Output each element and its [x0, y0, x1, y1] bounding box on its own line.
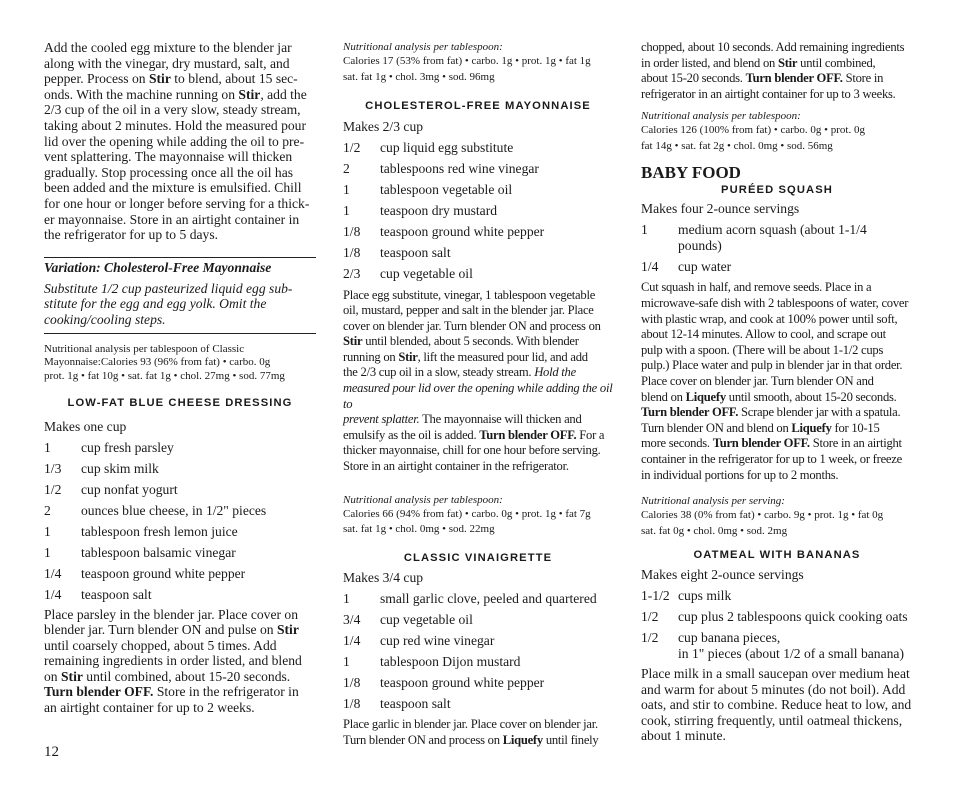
recipe-title-pureed-squash: PURÉED SQUASH — [721, 184, 833, 197]
ingredient-item — [343, 612, 613, 628]
text-line: been added and the mixture is emulsified. Chill — [44, 180, 302, 196]
ingredient-quantity: 1-1/2 — [641, 588, 670, 604]
ingredient-item — [343, 140, 613, 156]
text-line: measured pour lid over the opening while adding the oil to — [343, 381, 613, 411]
ingredient-item — [343, 224, 613, 240]
text-line: pepper. Process on Stir to blend, about 15 sec- — [44, 71, 298, 87]
nutrition-info — [641, 508, 913, 539]
nutrition-info — [343, 54, 613, 85]
ingredient-quantity: 1/2 — [343, 140, 361, 155]
mayonnaise-directions — [44, 40, 316, 243]
ingredient-item — [641, 609, 913, 625]
nutrition-info — [343, 507, 613, 538]
text-line: er mayonnaise. Store in an airtight container in — [44, 211, 300, 227]
ingredient-text: cup red wine vinegar — [380, 632, 495, 648]
text-line: blend on Liquefy until smooth, about 15-20 seconds. — [641, 389, 897, 404]
text-line: about 1 minute. — [641, 728, 726, 744]
text-line: Mayonnaise:Calories 93 (96% from fat) • carbo. 0g — [44, 356, 271, 368]
ingredient-quantity: 1 — [343, 590, 350, 606]
page-number: 12 — [44, 744, 59, 760]
recipe-yield: Makes four 2-ounce servings — [641, 201, 800, 217]
ingredient-text: teaspoon salt — [81, 587, 152, 602]
ingredient-item — [44, 461, 316, 477]
text-line: Calories 66 (94% from fat) • carbo. 0g • prot. 1g • fat 7g — [343, 507, 591, 520]
nutrition-label: Nutritional analysis per tablespoon: — [343, 493, 503, 506]
ingredient-quantity: 1/4 — [44, 566, 62, 581]
ingredient-item — [44, 587, 316, 603]
text-line: Add the cooled egg mixture to the blender jar — [44, 40, 292, 55]
text-line: Calories 17 (53% from fat) • carbo. 1g • prot. 1g • fat 1g — [343, 55, 591, 67]
text-line: cooking/cooling steps. — [44, 311, 166, 327]
ingredient-quantity: 1/8 — [343, 674, 361, 690]
ingredient-item — [343, 245, 613, 261]
column-1 — [44, 40, 316, 716]
ingredient-text: ounces blue cheese, in 1/2" pieces — [81, 503, 267, 518]
text-line: Calories 38 (0% from fat) • carbo. 9g • prot. 1g • fat 0g — [641, 509, 884, 522]
text-line: Place parsley in the blender jar. Place cover on — [44, 606, 299, 622]
text-line: Stir until blended, about 5 seconds. With blender — [343, 334, 579, 349]
text-line: emulsify as the oil is added. Turn blender OFF. For a — [343, 427, 605, 442]
ingredient-text: teaspoon ground white pepper — [81, 566, 246, 581]
ingredient-quantity: 1/2 — [641, 630, 659, 646]
text-line: oil, mustard, pepper and salt in the blender jar. Place — [343, 303, 594, 318]
text-line: Nutritional analysis per tablespoon of Classic — [44, 342, 245, 355]
ingredient-text: cup liquid egg substitute — [380, 140, 514, 155]
text-line: container in the refrigerator for up to 1 week, or freeze — [641, 451, 902, 466]
ingredient-quantity: 1 — [44, 545, 51, 560]
ingredient-text: small garlic clove, peeled and quartered — [380, 590, 597, 606]
text-line: Place egg substitute, vinegar, 1 tablespoon vegetable — [343, 287, 596, 302]
recipe-title-cholesterol-free-mayonnaise: CHOLESTEROL-FREE MAYONNAISE — [365, 100, 591, 112]
ingredient-text: cup plus 2 tablespoons quick cooking oats — [678, 609, 908, 625]
ingredient-quantity: 1/8 — [343, 695, 361, 711]
recipe-title-classic-vinaigrette: CLASSIC VINAIGRETTE — [403, 551, 553, 564]
ingredient-text: tablespoons red wine vinegar — [380, 161, 539, 176]
ingredient-quantity: 1 — [343, 182, 350, 197]
ingredient-item — [343, 266, 613, 282]
text-line: along with the vinegar, dry mustard, salt, and — [44, 55, 290, 71]
recipe-yield: Makes eight 2-ounce servings — [641, 567, 804, 583]
ingredient-item — [343, 696, 613, 712]
ingredient-text: teaspoon salt — [380, 245, 451, 260]
nutrition-label: Nutritional analysis per tablespoon: — [343, 41, 503, 53]
text-line: in order listed, and blend on Stir until combined, — [641, 55, 876, 70]
vinaigrette-directions-continued — [641, 40, 913, 102]
text-line: Place garlic in blender jar. Place cover on blender jar. — [343, 717, 598, 732]
ingredient-text: medium acorn squash (about 1-1/4 pounds) — [678, 222, 867, 253]
ingredient-item — [641, 259, 913, 275]
text-line: about 15-20 seconds. Turn blender OFF. Store in — [641, 71, 884, 86]
text-line: blender jar. Turn blender ON and pulse on Stir — [44, 622, 299, 638]
variation-title: Variation: Cholesterol-Free Mayonnaise — [44, 259, 272, 275]
ingredient-item — [343, 654, 613, 670]
ingredient-list — [641, 222, 913, 274]
text-line: onds. With the machine running on Stir, add the — [44, 86, 307, 102]
ingredient-item — [343, 591, 613, 607]
ingredient-text: cup nonfat yogurt — [81, 482, 178, 497]
ingredient-text: cup water — [678, 258, 732, 274]
ingredient-item — [343, 203, 613, 219]
text-line: Store in an airtight container in the refrigerator. — [343, 459, 569, 474]
text-line: remaining ingredients in order listed, and blend — [44, 653, 302, 669]
text-line: Substitute 1/2 cup pasteurized liquid egg sub- — [44, 280, 293, 296]
ingredient-quantity: 1/2 — [44, 482, 62, 497]
text-line: Turn blender OFF. Store in the refrigerator in — [44, 684, 299, 700]
text-line: more seconds. Turn blender OFF. Store in an airtight — [641, 436, 902, 451]
ingredient-quantity: 1/4 — [641, 258, 659, 274]
ingredient-quantity: 1/2 — [641, 609, 659, 625]
text-line: vent splattering. The mayonnaise will thicken — [44, 149, 293, 165]
recipe-directions — [44, 607, 316, 716]
ingredient-item — [44, 482, 316, 498]
variation-text — [44, 281, 316, 328]
ingredient-quantity: 1/4 — [343, 632, 361, 648]
divider — [44, 333, 316, 334]
ingredient-item — [641, 222, 913, 253]
text-line: in individual portions for up to 2 months. — [641, 467, 839, 482]
ingredient-quantity: 1 — [343, 203, 350, 218]
text-line: sat. fat 1g • chol. 0mg • sod. 22mg — [343, 523, 495, 536]
text-line: cover on blender jar. Turn blender ON and process on — [343, 318, 601, 333]
text-line: about 12-14 minutes. Allow to cool, and scrape out — [641, 327, 886, 342]
ingredient-quantity: 1 — [641, 222, 648, 238]
ingredient-text: cup vegetable oil — [380, 611, 473, 627]
ingredient-text: tablespoon fresh lemon juice — [81, 524, 238, 539]
text-line: prevent splatter. The mayonnaise will thicken and — [343, 412, 582, 427]
text-line: oats, and stir to combine. Reduce heat to low, and — [641, 697, 912, 713]
recipe-yield: Makes 3/4 cup — [343, 569, 424, 585]
text-line: Turn blender OFF. Scrape blender jar with a spatula. — [641, 405, 901, 420]
ingredient-text: cup fresh parsley — [81, 440, 174, 455]
text-line: refrigerator in an airtight container for up to 3 weeks. — [641, 86, 896, 101]
text-line: gradually. Stop processing once all the oil has — [44, 164, 294, 180]
text-line: running on Stir, lift the measured pour lid, and add — [343, 349, 588, 364]
ingredient-text: tablespoon balsamic vinegar — [81, 545, 236, 560]
ingredient-quantity: 1/3 — [44, 461, 62, 476]
recipe-directions — [641, 666, 913, 744]
text-line: the 2/3 cup oil in a slow, steady stream. Hold the — [343, 365, 576, 380]
text-line: on Stir until combined, about 15-20 seconds. — [44, 668, 291, 684]
ingredient-text: cups milk — [678, 588, 732, 604]
section-title: BABY FOOD — [641, 163, 741, 183]
ingredient-text: tablespoon Dijon mustard — [380, 653, 521, 669]
ingredient-quantity: 1/8 — [343, 245, 361, 260]
nutrition-label: Nutritional analysis per tablespoon: — [641, 110, 801, 123]
text-line: Cut squash in half, and remove seeds. Place in a — [641, 280, 872, 295]
text-line: for one hour or longer before serving for a thick- — [44, 195, 310, 211]
text-line: fat 14g • sat. fat 2g • chol. 0mg • sod. 56mg — [641, 139, 833, 152]
ingredient-item — [343, 633, 613, 649]
text-line: prot. 1g • fat 10g • sat. fat 1g • chol. 27mg • sod. 77mg — [44, 369, 285, 382]
recipe-directions — [641, 280, 913, 483]
ingredient-list — [343, 140, 613, 282]
ingredient-quantity: 1 — [343, 653, 350, 669]
ingredient-item — [44, 524, 316, 540]
recipe-directions — [343, 717, 613, 748]
ingredient-quantity: 1/4 — [44, 587, 62, 602]
ingredient-item — [343, 675, 613, 691]
ingredient-quantity: 2/3 — [343, 266, 361, 281]
text-line: and warm for about 5 minutes (do not boil). Add — [641, 681, 906, 697]
nutrition-info — [641, 123, 913, 154]
ingredient-text: cup skim milk — [81, 461, 159, 476]
text-line: sat. fat 0g • chol. 0mg • sod. 2mg — [641, 524, 788, 537]
text-line: the refrigerator for up to 5 days. — [44, 227, 219, 243]
text-line: Turn blender ON and blend on Liquefy for 10-15 — [641, 420, 880, 435]
text-line: taking about 2 minutes. Hold the measured pour — [44, 117, 307, 133]
nutrition-label: Nutritional analysis per serving: — [641, 495, 785, 508]
ingredient-text: teaspoon ground white pepper — [380, 674, 545, 690]
text-line: chopped, about 10 seconds. Add remaining ingredients — [641, 40, 905, 54]
text-line: cook, stirring frequently, until oatmeal thickens, — [641, 712, 903, 728]
ingredient-text: tablespoon vegetable oil — [380, 182, 513, 197]
ingredient-item — [44, 566, 316, 582]
ingredient-note: in 1" pieces (about 1/2 of a small banana) — [678, 645, 904, 661]
text-line: pulp.) Place water and pulp in blender jar in that order. — [641, 358, 903, 373]
text-line: lid over the opening while adding the oil to pre- — [44, 133, 305, 149]
ingredient-text: cup vegetable oil — [380, 266, 473, 281]
ingredient-quantity: 1/8 — [343, 224, 361, 239]
ingredient-quantity: 1 — [44, 524, 51, 539]
ingredient-text: teaspoon dry mustard — [380, 203, 498, 218]
text-line: Calories 126 (100% from fat) • carbo. 0g • prot. 0g — [641, 124, 865, 137]
text-line: Turn blender ON and process on Liquefy until finely — [343, 732, 599, 747]
recipe-title-blue-cheese: LOW-FAT BLUE CHEESE DRESSING — [67, 397, 293, 409]
ingredient-quantity: 2 — [343, 161, 350, 176]
ingredient-quantity: 2 — [44, 503, 51, 518]
text-line: Place cover on blender jar. Turn blender ON and — [641, 373, 874, 388]
ingredient-item — [343, 182, 613, 198]
ingredient-list — [641, 588, 913, 646]
ingredient-item — [44, 503, 316, 519]
divider — [44, 257, 316, 258]
recipe-title-oatmeal-bananas: OATMEAL WITH BANANAS — [693, 549, 861, 562]
ingredient-text: teaspoon salt — [380, 695, 451, 711]
ingredient-item — [44, 545, 316, 561]
nutrition-info — [44, 343, 316, 384]
ingredient-item — [44, 440, 316, 456]
text-line: an airtight container for up to 2 weeks. — [44, 700, 255, 716]
ingredient-text: teaspoon ground white pepper — [380, 224, 545, 239]
recipe-yield: Makes one cup — [44, 419, 127, 434]
ingredient-text: cup banana pieces, — [678, 630, 781, 646]
text-line: microwave-safe dish with 2 tablespoons of water, cover — [641, 295, 909, 310]
ingredient-list — [343, 591, 613, 712]
ingredient-list — [44, 440, 316, 603]
ingredient-item — [641, 630, 913, 646]
text-line: with plastic wrap, and cook at 100% power until soft, — [641, 311, 898, 326]
ingredient-item — [343, 161, 613, 177]
text-line: Place milk in a small saucepan over medium heat — [641, 666, 910, 682]
text-line: 2/3 cup of the oil in a very slow, steady stream, — [44, 102, 301, 118]
column-2 — [343, 40, 613, 748]
ingredient-quantity: 3/4 — [343, 611, 361, 627]
recipe-yield: Makes 2/3 cup — [343, 119, 424, 134]
text-line: pulp with a spoon. (There will be about 1-1/2 cups — [641, 342, 884, 357]
text-line: stitute for the egg and egg yolk. Omit the — [44, 296, 267, 312]
recipe-directions — [343, 288, 613, 475]
column-3 — [641, 40, 913, 744]
text-line: thicker mayonnaise, chill for one hour before serving. — [343, 443, 601, 458]
ingredient-quantity: 1 — [44, 440, 51, 455]
text-line: sat. fat 1g • chol. 3mg • sod. 96mg — [343, 70, 495, 83]
text-line: until coarsely chopped, about 5 times. Add — [44, 637, 277, 653]
ingredient-item — [641, 588, 913, 604]
